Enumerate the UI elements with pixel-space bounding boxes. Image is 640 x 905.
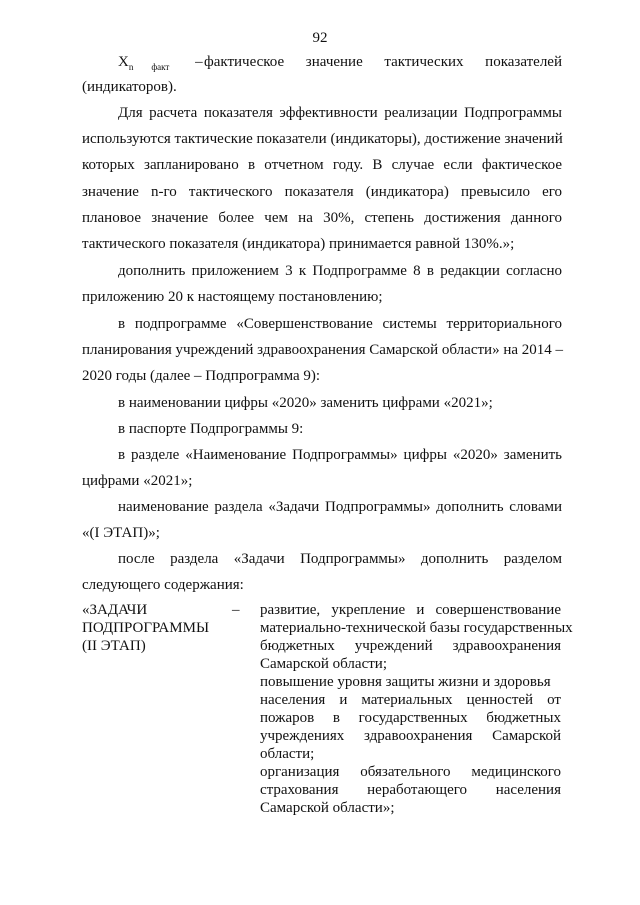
paragraph-3-line-1: в подпрограмме «Совершенствование системы территориального <box>118 316 562 332</box>
section-heading-line-2: ПОДПРОГРАММЫ <box>82 620 210 636</box>
paragraph-8-line-1: после раздела «Задачи Подпрограммы» дополнить разделом <box>118 551 562 567</box>
paragraph-5-line-1: в паспорте Подпрограммы 9: <box>118 421 304 437</box>
section-dash: – <box>232 602 240 618</box>
paragraph-3-line-3: 2020 годы (далее – Подпрограмма 9): <box>82 368 321 384</box>
paragraph-7-line-1: наименование раздела «Задачи Подпрограммы» дополнить словами <box>118 499 562 515</box>
task-1-line-2: материально-технической базы государственных <box>260 620 573 636</box>
task-3-line-2: страхования неработающего населения <box>260 782 561 798</box>
task-item-1 <box>260 601 573 673</box>
task-2-line-4: учреждениях здравоохранения Самарской <box>260 728 561 744</box>
formula-dash: – <box>195 54 203 70</box>
task-item-3 <box>260 763 561 817</box>
paragraph-2-line-2: приложению 20 к настоящему постановлению; <box>82 289 383 305</box>
paragraph-4-line-1: в наименовании цифры «2020» заменить цифрами «2021»; <box>118 395 493 411</box>
paragraph-7-line-2: «(I ЭТАП)»; <box>82 525 160 541</box>
paragraph-1-line-6: тактического показателя (индикатора) принимается равной 130%.»; <box>82 236 515 252</box>
task-1-line-1: развитие, укрепление и совершенствование <box>260 602 561 618</box>
formula-continuation: (индикаторов). <box>82 79 177 95</box>
paragraph-1-line-5: плановое значение более чем на 30%, степень достижения данного <box>82 210 562 226</box>
section-heading-line-3: (II ЭТАП) <box>82 638 146 654</box>
paragraph-1-line-2: используются тактические показатели (индикаторы), достижение значений <box>82 131 563 147</box>
paragraph-2-line-1: дополнить приложением 3 к Подпрограмме 8 в редакции согласно <box>118 263 562 279</box>
page-number: 92 <box>312 30 328 46</box>
formula-line <box>118 52 562 77</box>
paragraph-3-line-2: планирования учреждений здравоохранения Самарской области» на 2014 – <box>82 342 564 358</box>
task-2-line-2: населения и материальных ценностей от <box>260 692 561 708</box>
formula-definition: фактическое значение тактических показателей <box>204 54 562 70</box>
task-3-line-1: организация обязательного медицинского <box>260 764 561 780</box>
paragraph-1-line-1: Для расчета показателя эффективности реализации Подпрограммы <box>118 105 562 121</box>
paragraph-6-line-1: в разделе «Наименование Подпрограммы» цифры «2020» заменить <box>118 447 562 463</box>
formula-fact-label: факт <box>151 62 170 72</box>
task-1-line-4: Самарской области; <box>260 656 387 672</box>
task-1-line-3: бюджетных учреждений здравоохранения <box>260 638 561 654</box>
paragraph-8-line-2: следующего содержания: <box>82 577 244 593</box>
formula-symbol: X <box>118 54 129 70</box>
section-heading <box>82 601 212 655</box>
paragraph-1-line-3: которых запланировано в отчетном году. В случае если фактическое <box>82 157 562 173</box>
paragraph-6-line-2: цифрами «2021»; <box>82 473 193 489</box>
task-item-2 <box>260 673 561 763</box>
section-heading-line-1: «ЗАДАЧИ <box>82 602 148 618</box>
paragraph-1-line-4: значение n-го тактического показателя (индикатора) превысило его <box>82 184 562 200</box>
task-2-line-5: области; <box>260 746 315 762</box>
task-2-line-3: пожаров в государственных бюджетных <box>260 710 561 726</box>
formula-subscript: n <box>128 62 134 72</box>
task-2-line-1: повышение уровня защиты жизни и здоровья <box>260 674 551 690</box>
task-3-line-3: Самарской области»; <box>260 800 395 816</box>
